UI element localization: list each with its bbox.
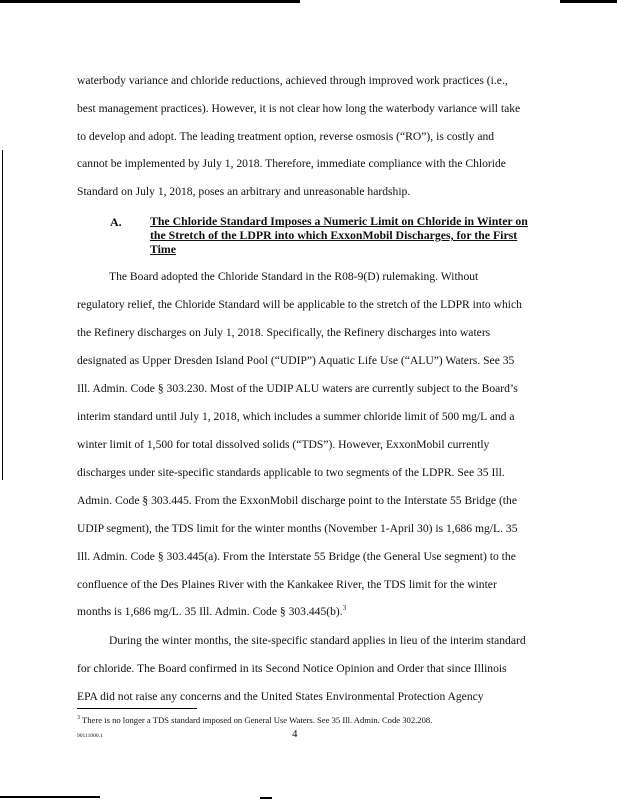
section-letter: A. [110, 215, 122, 229]
para2-line: confluence of the Des Plaines River with the Kankakee River, the TDS limit for the winter [77, 578, 497, 591]
top-border-gap [300, 0, 560, 3]
left-margin-line [2, 150, 3, 480]
footnote [77, 715, 432, 725]
para3-line: for chloride. The Board confirmed in its Second Notice Opinion and Order that since Illinois [77, 662, 507, 675]
para2-last-line [77, 602, 346, 618]
document-id: 90111000.1 [77, 733, 103, 739]
para1-line: cannot be implemented by July 1, 2018. Therefore, immediate compliance with the Chloride [77, 157, 506, 170]
bottom-dash [260, 797, 272, 799]
footnote-marker: 3 [77, 715, 80, 722]
para2-line: discharges under site-specific standards applicable to two segments of the LDPR. See 35 Ill. [77, 466, 505, 479]
para2-line: interim standard until July 1, 2018, which includes a summer chloride limit of 500 mg/L and a [77, 410, 515, 423]
para1-line: Standard on July 1, 2018, poses an arbitrary and unreasonable hardship. [77, 185, 411, 198]
section-heading-line: Time [150, 242, 176, 256]
footnote-text: There is no longer a TDS standard imposed on General Use Waters. See 35 Ill. Admin. Code 302.208. [82, 715, 433, 725]
para2-line: Ill. Admin. Code § 303.230. Most of the UDIP ALU waters are currently subject to the Board’s [77, 382, 518, 395]
para2-line: Ill. Admin. Code § 303.445(a). From the Interstate 55 Bridge (the General Use segment) to the [77, 550, 516, 563]
para2-line: regulatory relief, the Chloride Standard will be applicable to the stretch of the LDPR into which [77, 298, 522, 311]
footnote-rule [77, 708, 197, 709]
section-heading-line: the Stretch of the LDPR into which ExxonMobil Discharges, for the First [150, 228, 518, 242]
footnote-ref: 3 [342, 604, 347, 612]
para1-line: best management practices). However, it is not clear how long the waterbody variance will take [77, 102, 521, 115]
para2-line: The Board adopted the Chloride Standard in the R08-9(D) rulemaking. Without [109, 270, 479, 283]
para2-line: Admin. Code § 303.445. From the ExxonMobil discharge point to the Interstate 55 Bridge (the [77, 494, 517, 507]
para2-line: designated as Upper Dresden Island Pool (“UDIP”) Aquatic Life Use (“ALU”) Waters. See 35 [77, 354, 515, 367]
para2-line: the Refinery discharges on July 1, 2018. Specifically, the Refinery discharges into waters [77, 326, 491, 339]
para1-line: to develop and adopt. The leading treatment option, reverse osmosis (“RO”), is costly and [77, 130, 495, 143]
para2-line: UDIP segment), the TDS limit for the winter months (November 1-April 30) is 1,686 mg/L. 35 [77, 522, 518, 535]
para3-line: EPA did not raise any concerns and the United States Environmental Protection Agency [77, 690, 484, 703]
para3-line: During the winter months, the site-specific standard applies in lieu of the interim standard [109, 634, 526, 647]
section-heading-line: The Chloride Standard Imposes a Numeric Limit on Chloride in Winter on [150, 214, 528, 228]
para1-line: waterbody variance and chloride reductions, achieved through improved work practices (i.e., [77, 74, 508, 87]
para2-line: winter limit of 1,500 for total dissolved solids (“TDS”). However, ExxonMobil currently [77, 438, 490, 451]
para2-line: months is 1,686 mg/L. 35 Ill. Admin. Code § 303.445(b). [77, 604, 343, 618]
page-number: 4 [292, 728, 298, 740]
corner-mark [572, 0, 617, 12]
bottom-border [0, 796, 100, 798]
